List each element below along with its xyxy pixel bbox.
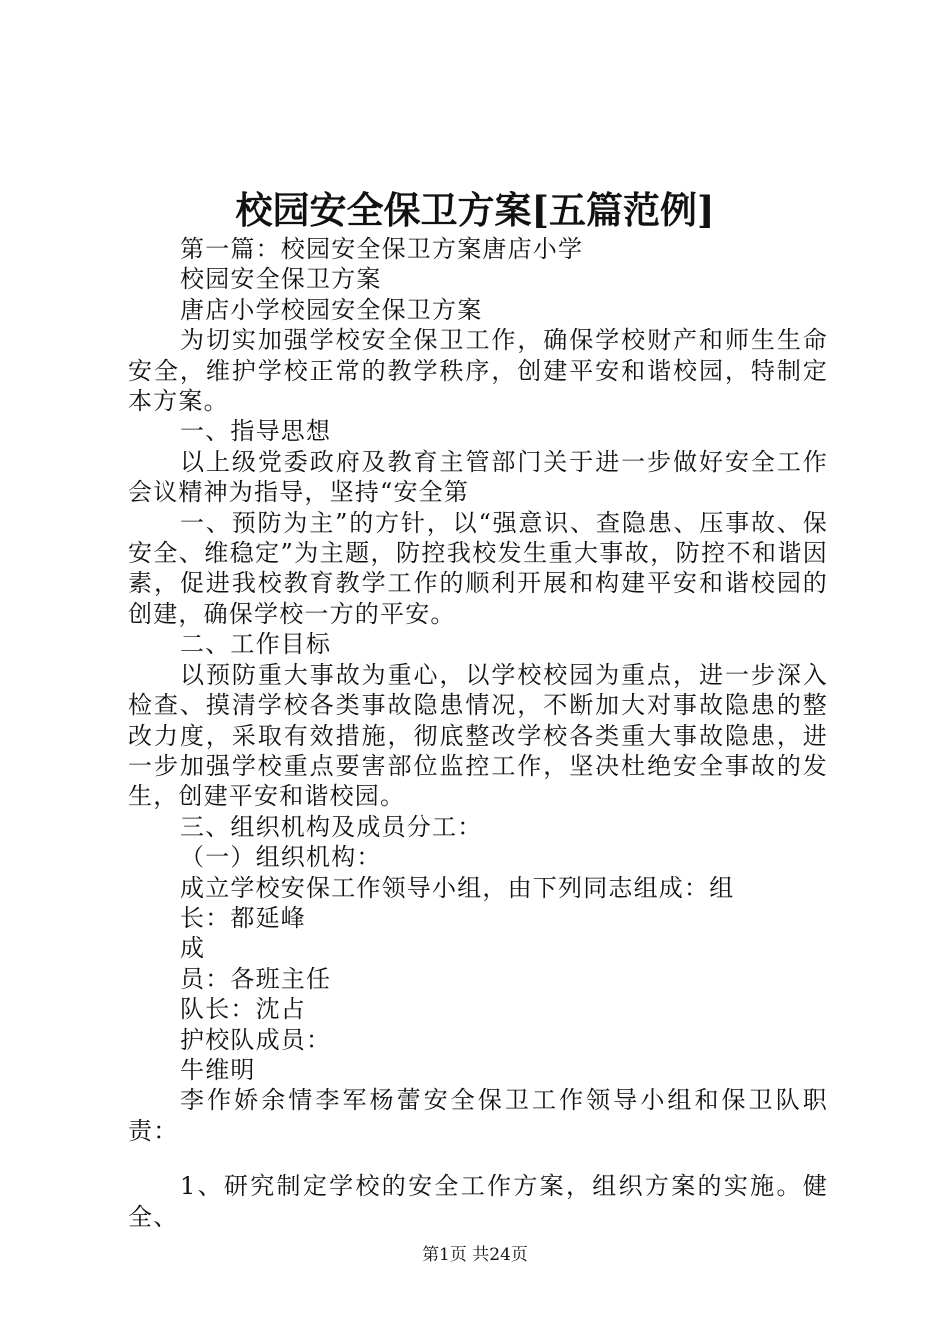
paragraph: 牛维明 xyxy=(180,1055,256,1084)
section-heading: 二、工作目标 xyxy=(180,630,332,659)
sub-heading: （一）组织机构： xyxy=(180,843,382,872)
paragraph: 李作娇余情李军杨蕾安全保卫工作领导小组和保卫队职责： xyxy=(128,1086,828,1145)
paragraph: 唐店小学校园安全保卫方案 xyxy=(180,295,483,324)
paragraph: 以上级党委政府及教育主管部门关于进一步做好安全工作会议精神为指导，坚持“安全第 xyxy=(128,447,828,507)
paragraph: 队长：沈占 xyxy=(180,995,306,1024)
paragraph: 长：都延峰 xyxy=(180,903,306,932)
paragraph: 为切实加强学校安全保卫工作，确保学校财产和师生生命安全，维护学校正常的教学秩序，创建平安和谐校园，特制定本方案。 xyxy=(128,326,828,416)
document-body xyxy=(128,234,828,1232)
paragraph: 1、研究制定学校的安全工作方案，组织方案的实施。健全、 xyxy=(128,1172,828,1231)
page-footer: 第1页 共24页 xyxy=(422,1245,528,1265)
document-title: 校园安全保卫方案[五篇范例] xyxy=(235,188,715,232)
section-heading: 三、组织机构及成员分工： xyxy=(180,812,483,841)
paragraph: 成立学校安保工作领导小组，由下列同志组成：组 xyxy=(180,873,735,902)
section-heading: 一、指导思想 xyxy=(180,417,332,446)
paragraph: 以预防重大事故为重心，以学校校园为重点，进一步深入检查、摸清学校各类事故隐患情况，不断加大对事故隐患的整改力度，采取有效措施，彻底整改学校各类重大事故隐患，进一步加强学校重点要害部位监控工作，坚决杜绝安全事故的发生，创建平安和谐校园。 xyxy=(128,660,828,811)
paragraph: 一、预防为主”的方针，以“强意识、查隐患、压事故、保安全、维稳定”为主题，防控我校发生重大事故，防控不和谐因素，促进我校教育教学工作的顺利开展和构建平安和谐校园的创建，确保学校一方的平安。 xyxy=(128,508,828,628)
paragraph: 护校队成员： xyxy=(180,1025,332,1054)
paragraph: 第一篇：校园安全保卫方案唐店小学 xyxy=(180,235,584,263)
paragraph: 员：各班主任 xyxy=(180,964,332,993)
paragraph: 成 xyxy=(180,934,206,963)
paragraph: 校园安全保卫方案 xyxy=(180,265,382,294)
